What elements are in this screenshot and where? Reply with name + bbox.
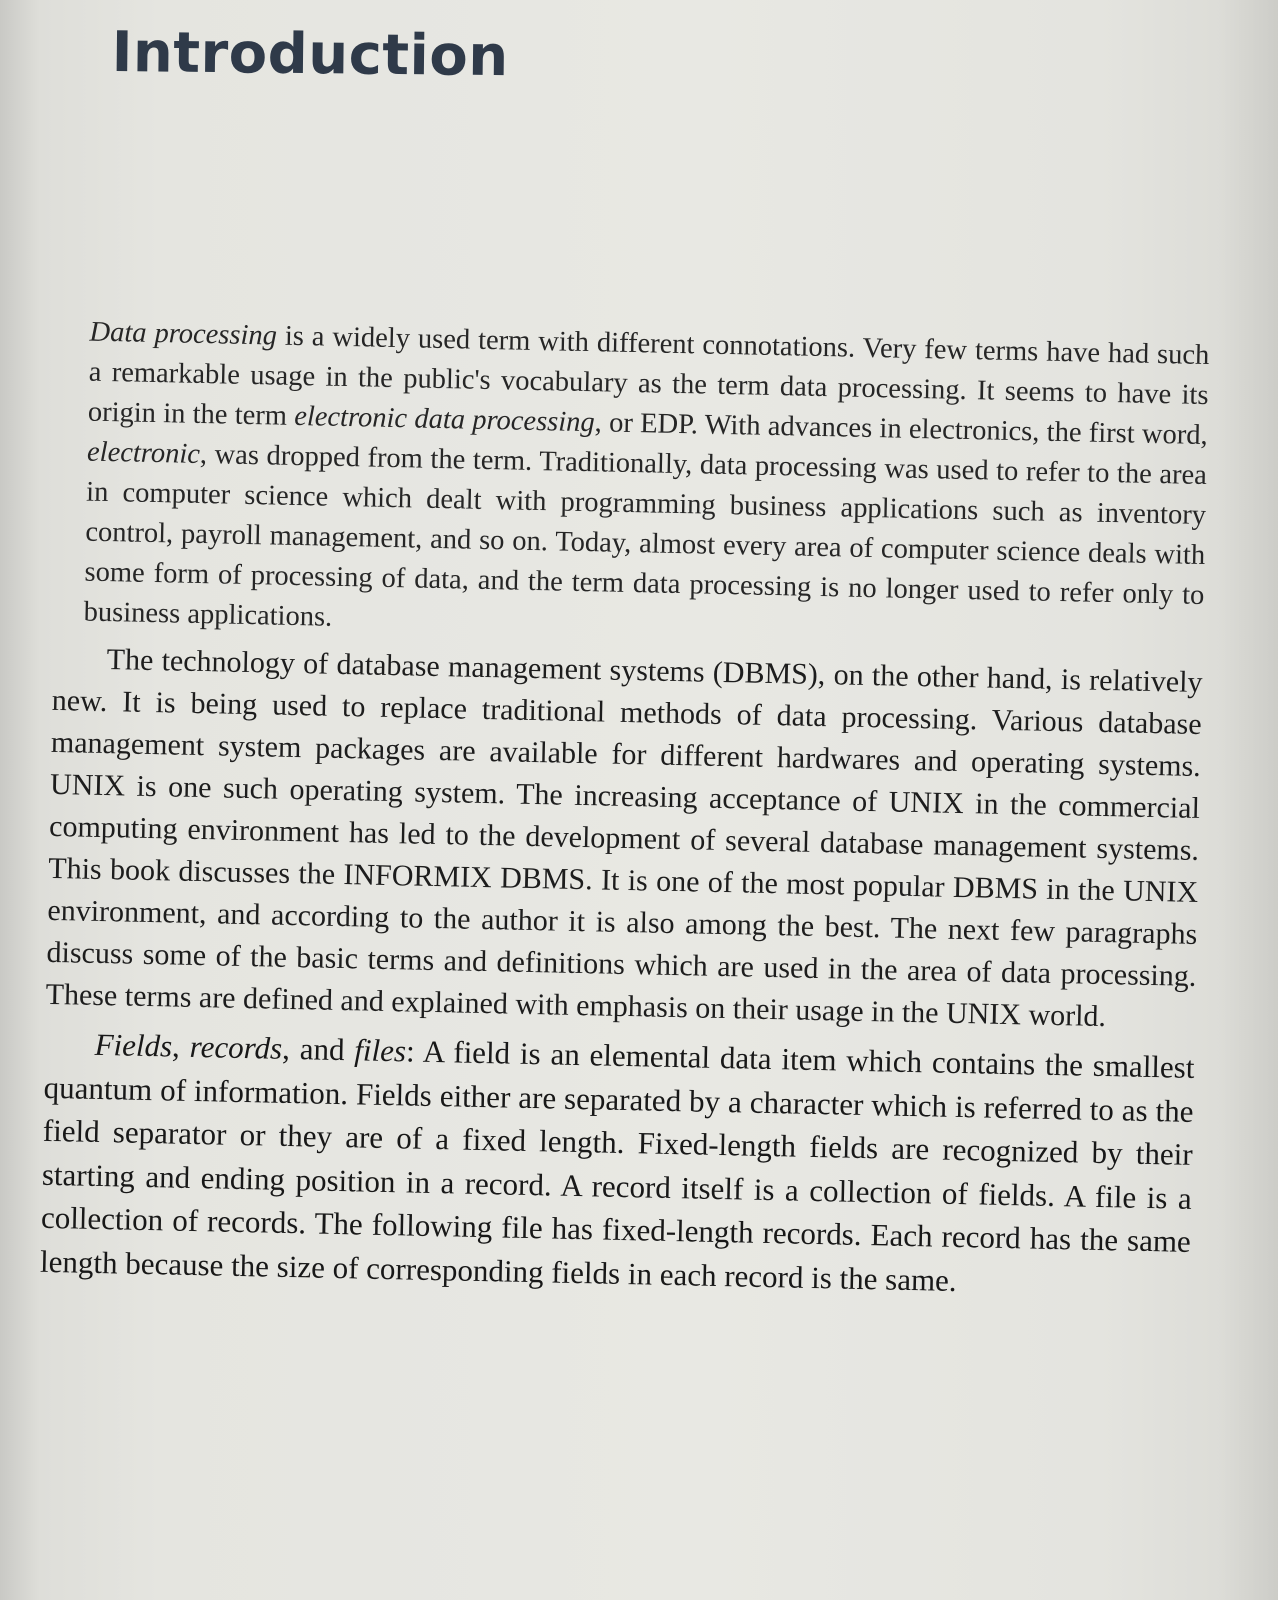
paragraph-1-text-e: , was dropped from the term. Traditionally, data processing was used to refer to the area in computer science which dealt with programming business applications such as inventory control, payroll management, and so on. Today, almost every area of computer science deals with some form of processing of data, and the term data processing is no longer used to refer only to business applications.: [83, 438, 1208, 633]
paragraph-fields-records-files: [40, 1022, 1195, 1307]
paragraph-dbms: The technology of database management systems (DBMS), on the other hand, is relatively new. It is being used to replace traditional methods of data processing. Various database management system packages are available for different hardwares and operating systems. UNIX is one such operating system. The increasing acceptance of UNIX in the commercial computing environment has led to the development of several database management systems. This book discusses the INFORMIX DBMS. It is one of the most popular DBMS in the UNIX environment, and according to the author it is also among the best. The next few paragraphs discuss some of the basic terms and definitions which are used in the area of data processing. These terms are defined and explained with emphasis on their usage in the UNIX world.: [45, 643, 1203, 1034]
paragraph-1-text-a: is a widely used term with different connotations. Very few terms have had such a remarkable usage in the public's vocabulary as the term data processing. It seems to have its origin in the term: [87, 320, 1210, 432]
term-records: records: [189, 1028, 283, 1066]
term-files: files: [354, 1032, 407, 1069]
term-electronic-data-processing: electronic data processing: [293, 400, 596, 439]
term-fields: Fields: [94, 1026, 173, 1064]
separator-1: ,: [171, 1028, 191, 1064]
chapter-title: Introduction: [111, 20, 509, 90]
paragraph-data-processing: [53, 312, 1209, 656]
body-text: [40, 312, 1210, 1307]
separator-2: , and: [281, 1030, 355, 1068]
term-electronic: electronic: [86, 436, 201, 470]
term-data-processing: Data processing: [89, 316, 278, 352]
paragraph-1-text-c: , or EDP. With advances in electronics, the first word,: [594, 407, 1208, 452]
paragraph-3-text: : A field is an elemental data item which contains the smallest quantum of information. Fields either are separated by a character which is referred to as the field separator or they are of a fixed length. Fixed-length fields are recognized by their starting and ending position in a record. A record itself is a collection of fields. A file is a collection of records. The following file has fixed-length records. Each record has the same length because the size of corresponding fields in each record is the same.: [39, 1033, 1195, 1298]
